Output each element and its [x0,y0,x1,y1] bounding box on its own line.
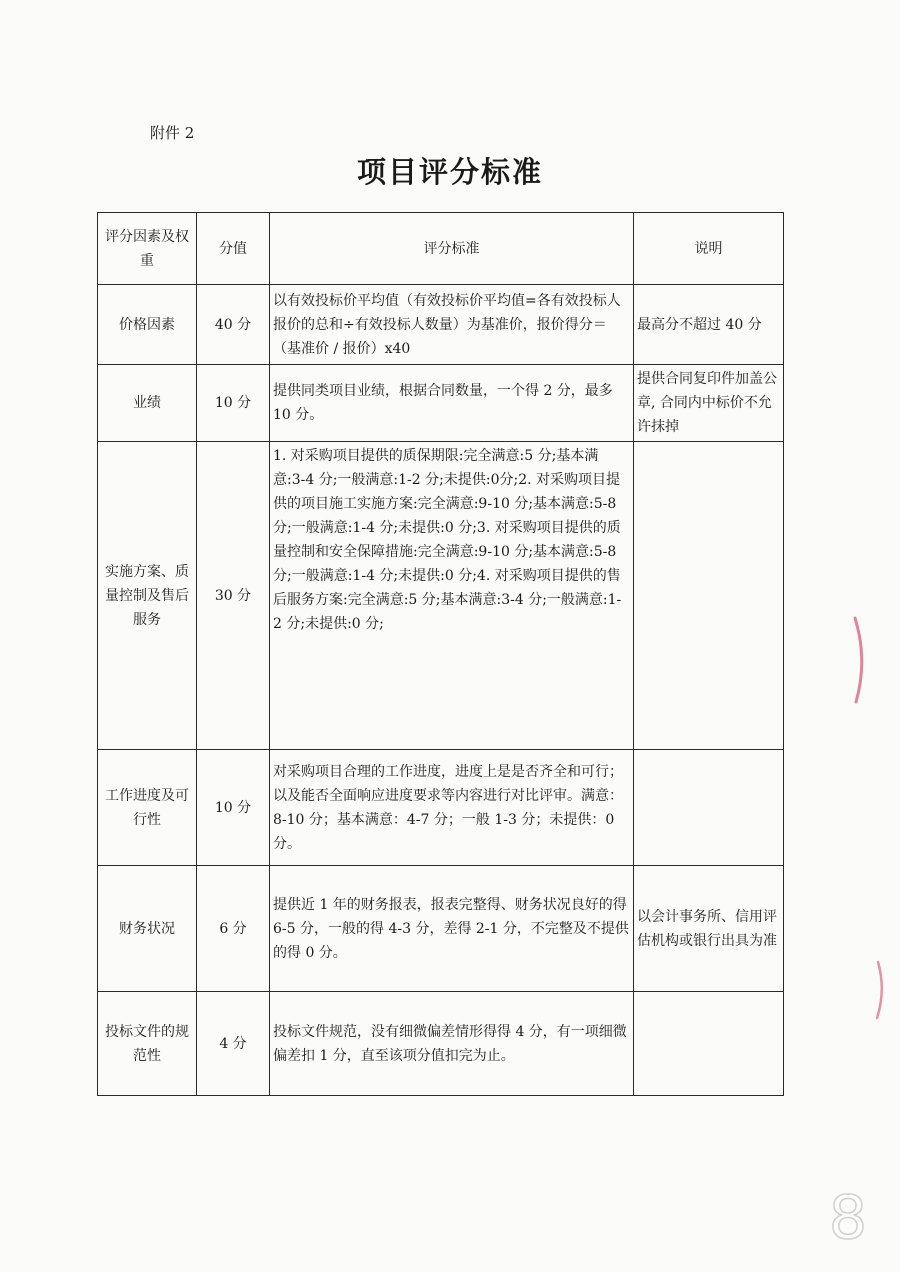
score-cell: 40 分 [197,285,270,365]
factor-cell: 价格因素 [98,285,197,365]
column-header-note: 说明 [634,213,784,285]
score-cell: 10 分 [197,750,270,866]
page-number: 8 [828,1183,868,1253]
criteria-cell: 投标文件规范，没有细微偏差情形得得 4 分，有一项细微偏差扣 1 分，直至该项分值扣完为止。 [270,992,634,1096]
score-cell: 10 分 [197,365,270,442]
note-cell: 最高分不超过 40 分 [634,285,784,365]
attachment-label: 附件 2 [150,124,195,142]
column-header-factor: 评分因素及权重 [98,213,197,285]
note-cell: 提供合同复印件加盖公章, 合同内中标价不允许抹掉 [634,365,784,442]
score-cell: 6 分 [197,866,270,992]
factor-cell: 业绩 [98,365,197,442]
column-header-score: 分值 [197,213,270,285]
seal-fragment-lower [877,962,882,1018]
page-title: 项目评分标准 [356,155,543,189]
factor-cell: 投标文件的规范性 [98,992,197,1096]
note-cell: 以会计事务所、信用评估机构或银行出具为准 [634,866,784,992]
factor-cell: 工作进度及可行性 [98,750,197,866]
factor-cell: 财务状况 [98,866,197,992]
column-header-criteria: 评分标准 [270,213,634,285]
criteria-cell: 以有效投标价平均值（有效投标价平均值=各有效投标人报价的总和÷有效投标人数量）为基准价，报价得分＝（基准价 / 报价）x40 [270,285,634,365]
seal-fragment-right [855,618,862,702]
criteria-cell: 1. 对采购项目提供的质保期限:完全满意:5 分;基本满意:3-4 分;一般满意:1-2 分;未提供:0分;2. 对采购项目提供的项目施工实施方案:完全满意:9-10 分;基本满意:5-8 分;一般满意:1-4 分;未提供:0 分;3. 对采购项目提供的质量控制和安全保障措施:完全满意:9-10 分;基本满意:5-8 分;一般满意:1-4 分;未提供:0 分;4. 对采购项目提供的售后服务方案:完全满意:5 分;基本满意:3-4 分;一般满意:1-2 分;未提供:0 分; [270,442,634,750]
score-cell: 4 分 [197,992,270,1096]
score-cell: 30 分 [197,442,270,750]
criteria-cell: 对采购项目合理的工作进度，进度上是是否齐全和可行；以及能否全面响应进度要求等内容进行对比评审。满意：8-10 分；基本满意：4-7 分；一般 1-3 分；未提供：0 分。 [270,750,634,866]
criteria-cell: 提供同类项目业绩，根据合同数量，一个得 2 分，最多 10 分。 [270,365,634,442]
factor-cell: 实施方案、质量控制及售后服务 [98,442,197,750]
criteria-cell: 提供近 1 年的财务报表，报表完整得、财务状况良好的得 6-5 分，一般的得 4-3 分，差得 2-1 分，不完整及不提供的得 0 分。 [270,866,634,992]
